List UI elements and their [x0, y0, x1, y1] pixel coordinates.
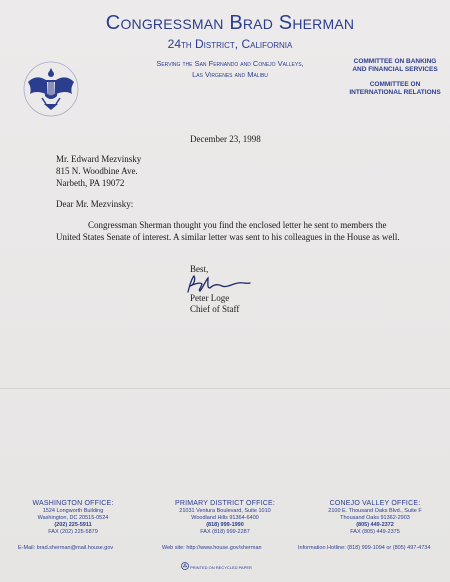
letter-date: December 23, 1998 [190, 134, 261, 144]
washington-office-phone: (202) 225-5911 [54, 522, 92, 528]
serving-areas [120, 58, 340, 80]
letterhead-district: 24th District, California [167, 37, 293, 51]
conejo-office-title: CONEJO VALLEY OFFICE: [329, 500, 421, 507]
conejo-office-line-1: 2100 E. Thousand Oaks Blvd., Suite F [328, 508, 422, 514]
fold-line [0, 388, 450, 389]
recipient-address [56, 153, 141, 189]
primary-office-phone: (818) 999-1990 [206, 522, 244, 528]
committee-banking-line-2: AND FINANCIAL SERVICES [352, 66, 438, 73]
committee-international-line-2: INTERNATIONAL RELATIONS [349, 89, 441, 96]
recipient-name: Mr. Edward Mezvinsky [56, 154, 142, 164]
great-seal-eagle-icon [22, 60, 80, 118]
recycle-icon [181, 562, 189, 570]
serving-line-1: Serving the San Fernando and Conejo Valleys, [156, 59, 304, 68]
footer-hotline: Information Hotline: (818) 999-1094 or (805) 497-4734 [298, 545, 431, 551]
committee-list [340, 58, 450, 97]
committee-banking [340, 58, 450, 74]
washington-office [0, 500, 148, 536]
footer-email: E-Mail: brad.sherman@mail.house.gov [18, 545, 114, 551]
primary-office-fax: FAX (818) 999-2287 [200, 529, 250, 535]
closing: Best, [190, 264, 209, 274]
conejo-valley-office [300, 500, 450, 536]
conejo-office-fax: FAX (805) 449-2375 [350, 529, 400, 535]
footer-website: Web site: http://www.house.gov/sherman [162, 545, 262, 551]
salutation: Dear Mr. Mezvinsky: [56, 199, 134, 209]
primary-office-line-2: Woodland Hills 91364-6400 [191, 515, 259, 521]
recycled-paper-note: PRINTED ON RECYCLED PAPER [190, 565, 252, 570]
signer-block [190, 293, 239, 315]
committee-international-line-1: COMMITTEE ON [369, 81, 421, 88]
recipient-city: Narbeth, PA 19072 [56, 178, 125, 188]
recipient-street: 815 N. Woodbine Ave. [56, 166, 138, 176]
primary-office-title: PRIMARY DISTRICT OFFICE: [174, 500, 276, 507]
washington-office-line-1: 1524 Longworth Building [42, 508, 104, 514]
conejo-office-line-2: Thousand Oaks 91362-2903 [340, 515, 410, 521]
washington-office-title: WASHINGTON OFFICE: [32, 500, 114, 507]
conejo-office-phone: (805) 449-2372 [356, 522, 394, 528]
serving-line-2: Las Virgenes and Malibu [192, 70, 268, 79]
signer-name: Peter Loge [190, 293, 230, 303]
letterhead-name: Congressman Brad Sherman [105, 12, 355, 34]
committee-international [340, 81, 450, 97]
primary-district-office [150, 500, 300, 536]
primary-office-line-1: 21031 Ventura Boulevard, Suite 1010 [179, 508, 271, 514]
washington-office-fax: FAX (202) 225-5879 [48, 529, 98, 535]
signer-title: Chief of Staff [190, 304, 240, 314]
letter-body: Congressman Sherman thought you find the enclosed letter he sent to members the United States Senate of interest. A similar letter was sent to his colleagues in the House as well. [56, 220, 400, 242]
committee-banking-line-1: COMMITTEE ON BANKING [353, 58, 437, 65]
washington-office-line-2: Washington, DC 20515-0524 [37, 515, 109, 521]
